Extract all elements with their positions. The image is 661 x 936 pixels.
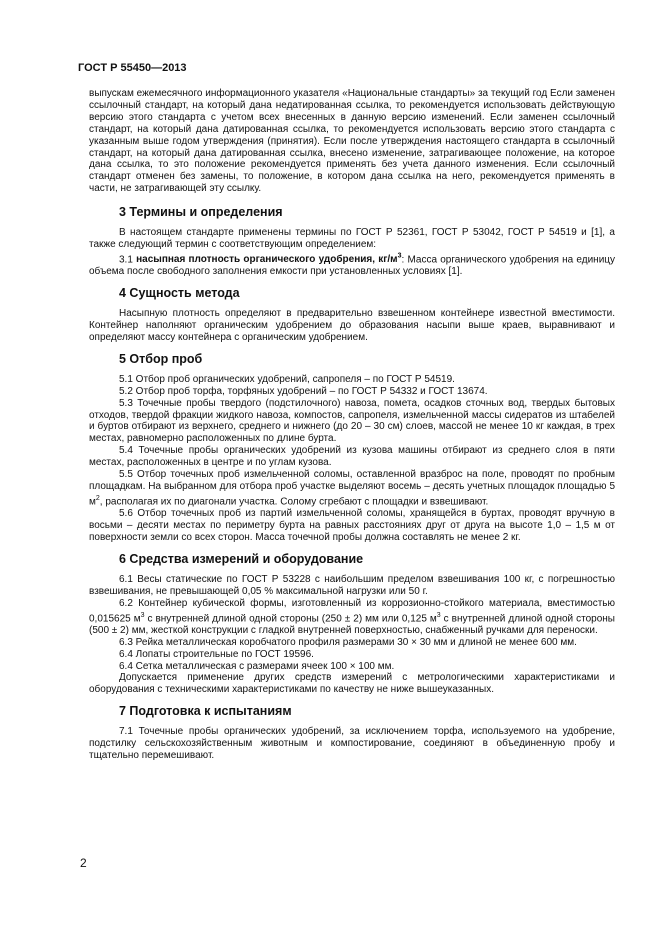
s5-paragraph-6: 5.6 Отбор точечных проб из партий измельченной соломы, хранящейся в буртах, проводят вручную в восьми – десяти местах по периметру бурта на равных расстояниях друг от друга на высоте 1,0 – 1,5 м от поверхности земли со всех сторон. Масса точечной пробы должна составлять не менее 2 кг. <box>89 508 615 543</box>
s4-paragraph-1: Насыпную плотность определяют в предварительно взвешенном контейнере известной вместимости. Контейнер наполняют органическим удобрением до образования насыпи выше краев, выравнивают и определяют массу контейнера с органическим удобрением. <box>89 308 615 343</box>
s6-paragraph-4: 6.4 Лопаты строительные по ГОСТ 19596. <box>119 648 314 660</box>
term-number: 3.1 <box>119 254 133 266</box>
intro-paragraph: выпускам ежемесячного информационного указателя «Национальные стандарты» за текущий год Если заменен ссылочный стандарт, на который дана недатированная ссылка, то рекомендуется использовать действующую версию этого стандарта с учетом всех внесенных в данную версию изменений. Если заменен ссылочный стандарт, на который дана датированная ссылка, то рекомендуется использовать версию этого стандарта с указанным выше годом утверждения (принятия). Если после утверждения настоящего стандарта в ссылочный стандарт, на который дана датированная ссылка, внесено изменение, затрагивающее положение, на которое дана ссылка, то это положение рекомендуется применять без учета данного изменения. Если ссылочный стандарт отменен без замены, то положение, в котором дана ссылка на него, рекомендуется применять в части, не затрагивающей эту ссылку. <box>89 88 615 195</box>
page-number: 2 <box>80 856 87 870</box>
s5-paragraph-3: 5.3 Точечные пробы твердого (подстилочного) навоза, помета, осадков сточных вод, твердых бытовых отходов, твердой фракции жидкого навоза, компостов, сапропеля, измельченной массы сидератов из штабелей и буртов отбирают из верхнего, среднего и нижнего (до 20 – 30 см) слоев, массой не менее 10 кг каждая, в трех местах, равномерно расположенных по длине бурта. <box>89 397 615 445</box>
s5-paragraph-5: 5.5 Отбор точечных проб измельченной соломы, оставленной вразброс на поле, проводят по пробным площадкам. На выбранном для отбора проб участке выделяют восемь – десять учетных площадок площадью 5 $м^2$, располагая их по диагонали участка. Солому сгребают с площадки и взвешивают. <box>89 469 615 508</box>
s3-paragraph-1: В настоящем стандарте применены термины по ГОСТ Р 52361, ГОСТ Р 53042, ГОСТ Р 54519 и [1], а также следующий термин с соответствующим определением: <box>89 227 615 251</box>
s5-paragraph-4: 5.4 Точечные пробы органических удобрений из кузова машины отбирают из среднего слоя в пяти местах, расположенных в центре и по углам кузова. <box>89 445 615 469</box>
section-4-title: 4 Сущность метода <box>119 286 240 301</box>
section-6-title: 6 Средства измерений и оборудование <box>119 551 364 566</box>
section-5-title: 5 Отбор проб <box>119 351 203 366</box>
s6-paragraph-3: 6.3 Рейка металлическая коробчатого профиля размерами 30 × 30 мм и длиной не менее 600 мм. <box>119 636 577 648</box>
section-7-title: 7 Подготовка к испытаниям <box>119 704 292 719</box>
s5-paragraph-1: 5.1 Отбор проб органических удобрений, сапропеля – по ГОСТ Р 54519. <box>119 373 455 385</box>
s6-paragraph-5: 6.4 Сетка металлическая с размерами ячеек 100 × 100 мм. <box>119 660 395 672</box>
s6-paragraph-2: 6.2 Контейнер кубической формы, изготовленный из коррозионно-стойкого материала, вместимостью 0,015625 $м^3$ с внутренней длиной одной стороны (250 ± 2) мм или 0,125 $м^3$ с внутренней длиной одной стороны (500 ± 2) мм, жесткой конструкции с гладкой внутренней поверхностью, снабженный ручками для переноски. <box>89 597 615 636</box>
s6-paragraph-1: 6.1 Весы статические по ГОСТ Р 53228 с наибольшим пределом взвешивания 100 кг, с погрешностью взвешивания, не превышающей 0,05 % максимальной нагрузки или 50 г. <box>89 573 615 597</box>
page-content <box>89 88 615 762</box>
s5-paragraph-2: 5.2 Отбор проб торфа, торфяных удобрений – по ГОСТ Р 54332 и ГОСТ 13674. <box>119 385 488 397</box>
term-definition: : Масса органического удобрения на единицу объема после свободного заполнения емкости при установленных условиях [1]. <box>89 254 616 278</box>
s3-term-definition <box>89 251 615 278</box>
section-3-title: 3 Термины и определения <box>119 205 283 220</box>
s7-paragraph-1: 7.1 Точечные пробы органических удобрений, за исключением торфа, используемого на удобрение, подстилку сельскохозяйственным животным и компостирование, соединяют в объединенную пробу и тщательно перемешивают. <box>89 726 615 762</box>
term-name: насыпная плотность органического удобрения, $кг/м^3$ <box>136 252 402 266</box>
document-header: ГОСТ Р 55450—2013 <box>78 62 187 74</box>
s6-paragraph-6: Допускается применение других средств измерений с метрологическими характеристиками и оборудования с техническими характеристиками по качеству не ниже вышеуказанных. <box>89 672 615 696</box>
